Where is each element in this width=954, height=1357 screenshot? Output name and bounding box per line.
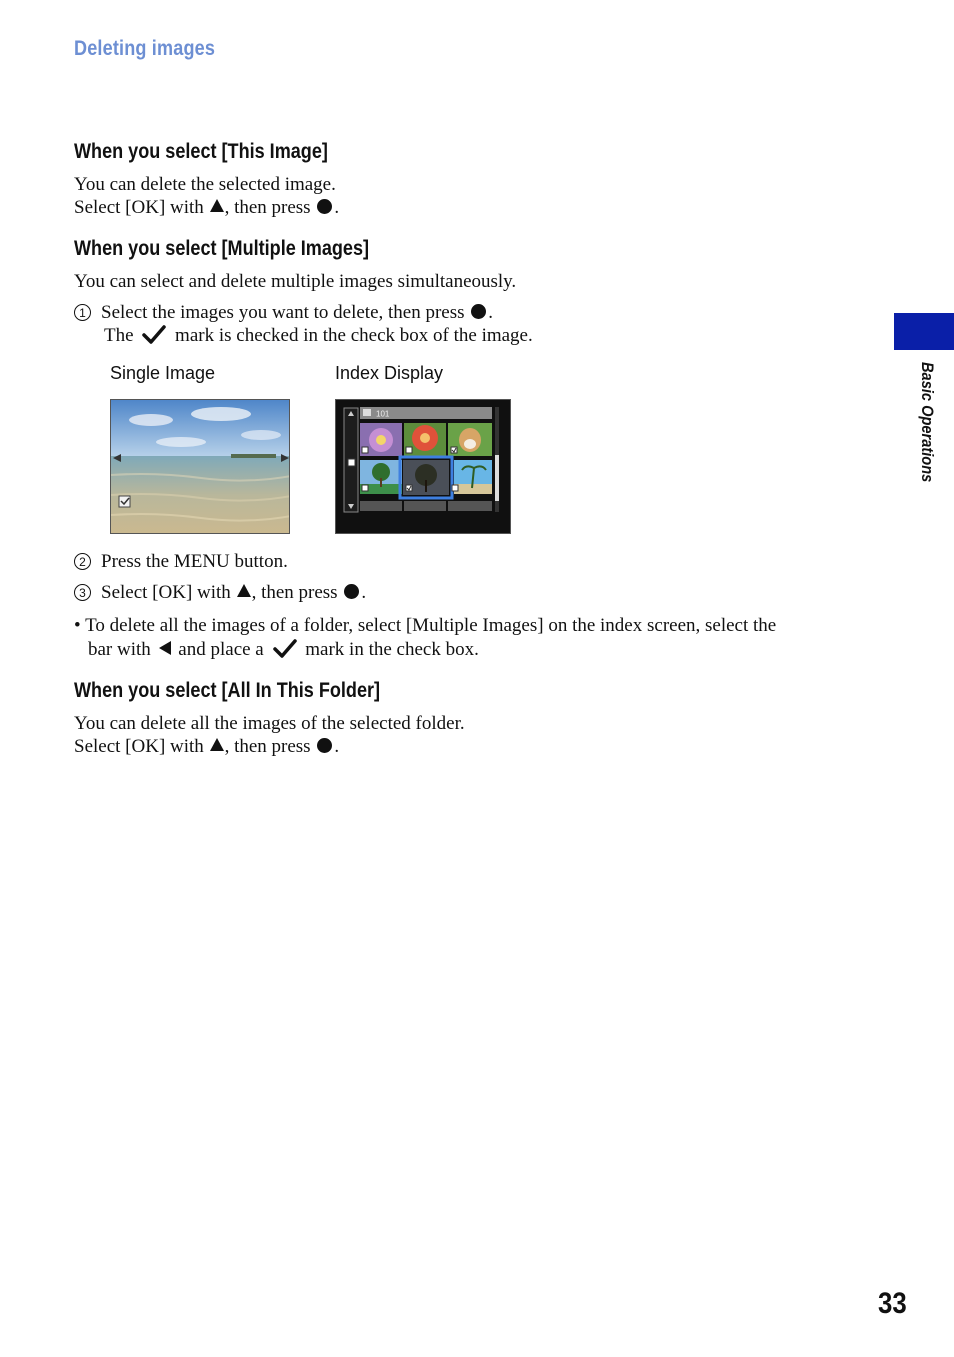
up-arrow-icon	[210, 738, 224, 751]
index-thumbnails	[336, 400, 511, 534]
center-button-icon	[317, 199, 332, 214]
checkmark-icon	[142, 325, 166, 345]
checkmark-icon	[273, 639, 297, 659]
center-button-icon	[344, 584, 359, 599]
heading-all-in-folder: When you select [All In This Folder]	[74, 679, 381, 702]
caption-single-image: Single Image	[110, 363, 216, 383]
heading-this-image: When you select [This Image]	[74, 140, 328, 163]
up-arrow-icon	[210, 199, 224, 212]
center-button-icon	[317, 738, 332, 753]
page-number: 33	[878, 1287, 907, 1320]
step-3: 3 Select [OK] with , then press .	[74, 582, 366, 604]
index-display-screenshot	[335, 399, 511, 534]
center-button-icon	[471, 304, 486, 319]
chapter-label: Basic Operations	[918, 362, 937, 483]
heading-multiple-images: When you select [Multiple Images]	[74, 237, 370, 260]
chapter-tab	[894, 313, 954, 350]
step-number: 2	[74, 553, 91, 570]
left-arrow-icon	[159, 641, 171, 655]
bullet-note: • To delete all the images of a folder, select [Multiple Images] on the index screen, select the	[74, 615, 777, 636]
step-2: 2 Press the MENU button.	[74, 551, 288, 573]
this-image-description: You can delete the selected image. Select [OK] with , then press .	[74, 174, 340, 218]
folder-number: 101	[376, 409, 390, 419]
multiple-images-intro: You can select and delete multiple images simultaneously.	[74, 271, 517, 292]
bullet-note-line2: bar with and place a mark in the check box.	[88, 639, 479, 660]
section-title: Deleting images	[74, 37, 216, 60]
step-1: 1 Select the images you want to delete, then press .	[74, 302, 493, 324]
all-folder-description: You can delete all the images of the selected folder. Select [OK] with , then press .	[74, 713, 465, 757]
step-number: 3	[74, 584, 91, 601]
single-image-screenshot	[110, 399, 290, 534]
step-1-note: The mark is checked in the check box of the image.	[104, 325, 533, 346]
up-arrow-icon	[237, 584, 251, 597]
beach-photo	[111, 400, 290, 534]
step-number: 1	[74, 304, 91, 321]
caption-index-display: Index Display	[335, 363, 444, 383]
